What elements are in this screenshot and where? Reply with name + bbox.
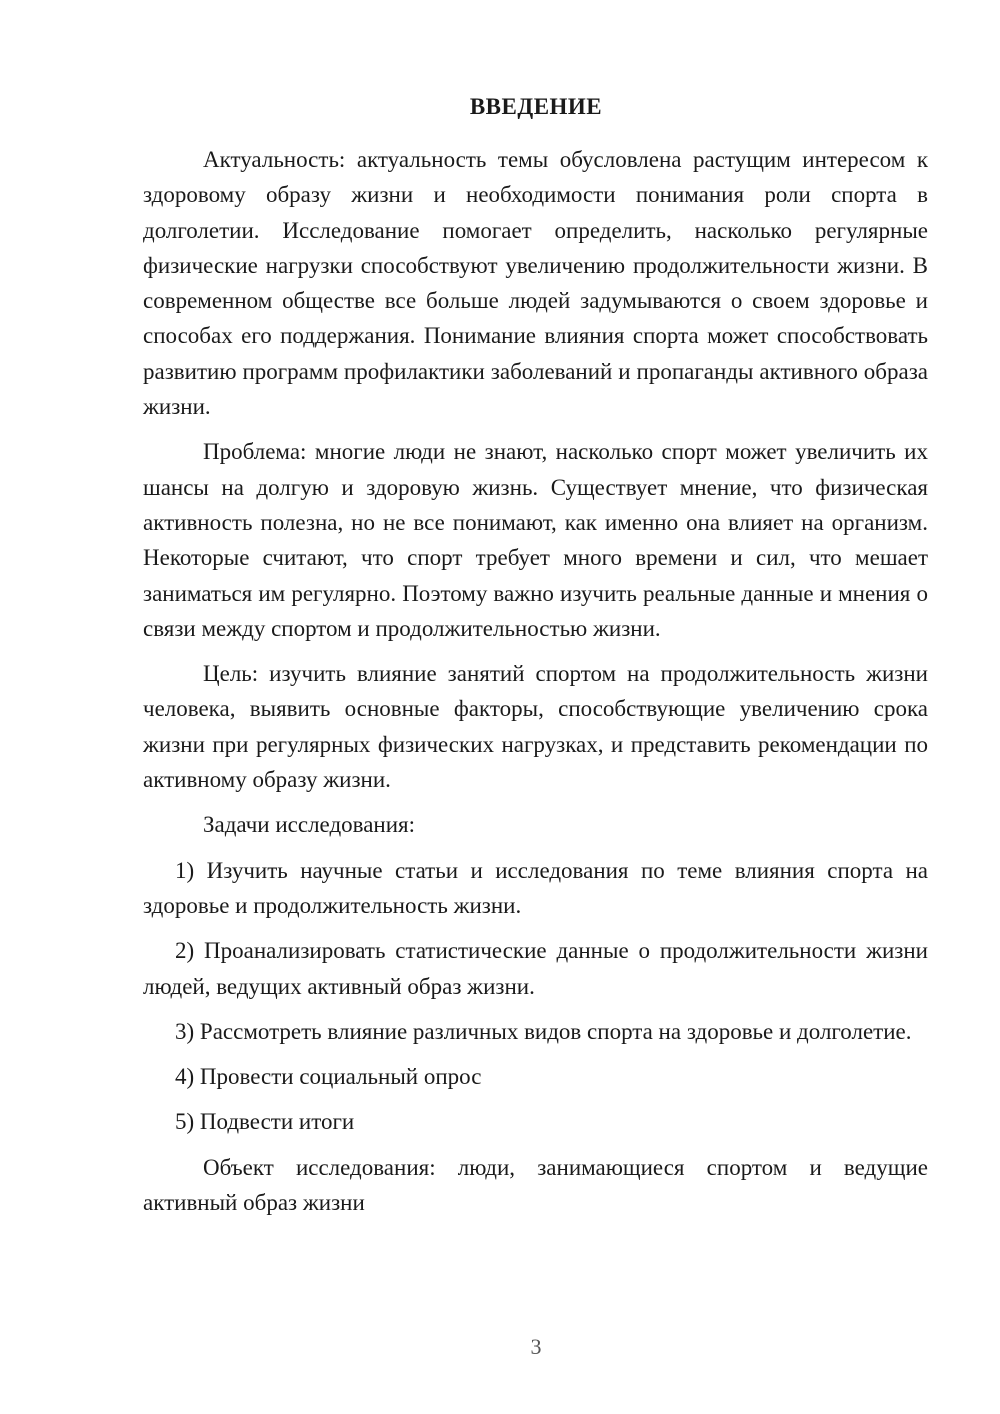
document-body [143, 142, 928, 1230]
page-number: 3 [530, 1334, 542, 1359]
tasks-heading: Задачи исследования: [203, 812, 416, 838]
relevance-paragraph: Актуальность: актуальность темы обусловлена растущим интересом к здоровому образу жизни и необходимости понимания роли спорта в долголетии. Исследование помогает определить, насколько регулярные физические нагрузки способствуют увеличению продолжительности жизни. В современном обществе все больше людей задумываются о своем здоровье и способах его поддержания. Понимание влияния спорта может способствовать развитию программ профилактики заболеваний и пропаганды активного образа жизни. [143, 147, 928, 420]
task-item-2: 2) Проанализировать статистические данные о продолжительности жизни людей, ведущих активный образ жизни. [143, 938, 928, 999]
object-paragraph: Объект исследования: люди, занимающиеся спортом и ведущие активный образ жизни [143, 1154, 928, 1216]
task-item-1: 1) Изучить научные статьи и исследования по теме влияния спорта на здоровье и продолжительность жизни. [143, 857, 928, 918]
goal-paragraph: Цель: изучить влияние занятий спортом на продолжительность жизни человека, выявить основные факторы, способствующие увеличению срока жизни при регулярных физических нагрузках, и представить рекомендации по активному образу жизни. [143, 661, 928, 793]
problem-paragraph: Проблема: многие люди не знают, насколько спорт может увеличить их шансы на долгую и здоровую жизнь. Существует мнение, что физическая активность полезна, но не все понимают, как именно она влияет на организм. Некоторые считают, что спорт требует много времени и сил, что мешает заниматься им регулярно. Поэтому важно изучить реальные данные и мнения о связи между спортом и продолжительностью жизни. [143, 439, 928, 641]
page-title: ВВЕДЕНИЕ [469, 94, 603, 119]
task-item-4: 4) Провести социальный опрос [175, 1064, 482, 1090]
task-item-5: 5) Подвести итоги [175, 1109, 355, 1135]
task-item-3: 3) Рассмотреть влияние различных видов спорта на здоровье и долголетие. [175, 1018, 912, 1044]
